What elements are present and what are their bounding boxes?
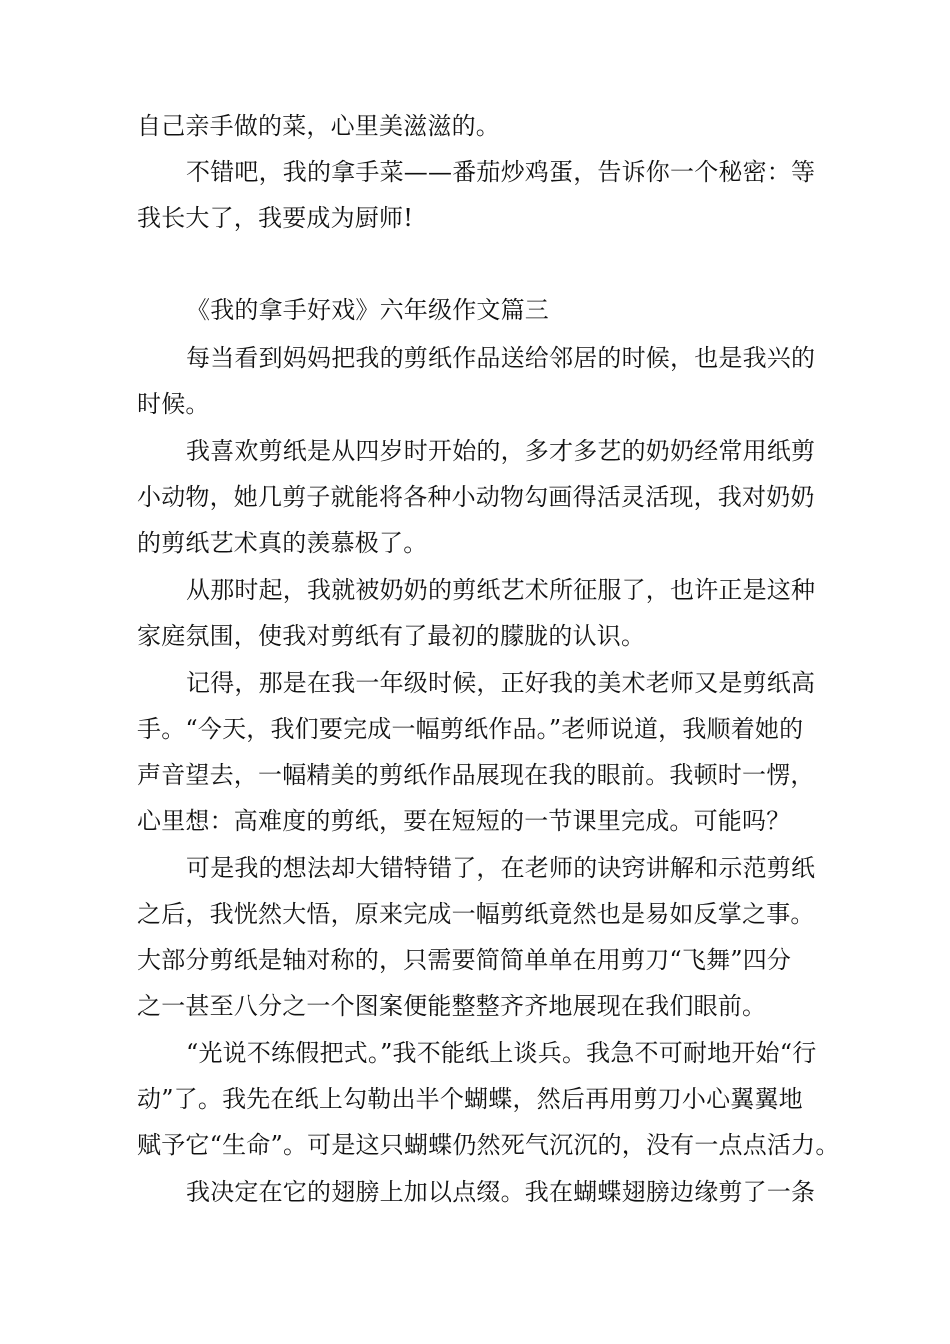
- paragraph-first-line: 记得，那是在我一年级时候，正好我的美术老师又是剪纸高: [186, 669, 816, 697]
- text-line: 心里想：高难度的剪纸，要在短短的一节课里完成。可能吗？: [137, 807, 791, 835]
- text-line: 家庭氛围，使我对剪纸有了最初的朦胧的认识。: [137, 622, 646, 650]
- paragraph-first-line: 从那时起，我就被奶奶的剪纸艺术所征服了，也许正是这种: [186, 576, 816, 604]
- paragraph-first-line: 每当看到妈妈把我的剪纸作品送给邻居的时候，也是我兴的: [186, 344, 816, 372]
- text-line: 我长大了，我要成为厨师!: [137, 204, 414, 232]
- paragraph-first-line: “光说不练假把式。”我不能纸上谈兵。我急不可耐地开始“行: [186, 1039, 817, 1067]
- text-line: 声音望去，一幅精美的剪纸作品展现在我的眼前。我顿时一愣，: [137, 761, 815, 789]
- text-line: 赋予它“生命”。可是这只蝴蝶仍然死气沉沉的，没有一点点活力。: [137, 1131, 840, 1159]
- text-line: 时候。: [137, 390, 210, 418]
- text-line: 大部分剪纸是轴对称的，只需要简简单单在用剪刀“飞舞”四分: [137, 946, 792, 974]
- text-line: 手。“今天，我们要完成一幅剪纸作品。”老师说道，我顺着她的: [137, 715, 804, 743]
- text-line: 动”了。我先在纸上勾勒出半个蝴蝶，然后再用剪刀小心翼翼地: [137, 1085, 803, 1113]
- text-line: 的剪纸艺术真的羡慕极了。: [137, 529, 428, 557]
- paragraph-first-line: 我决定在它的翅膀上加以点缀。我在蝴蝶翅膀边缘剪了一条: [186, 1178, 816, 1206]
- paragraph-first-line: 可是我的想法却大错特错了，在老师的诀窍讲解和示范剪纸: [186, 854, 816, 882]
- section-title: 《我的拿手好戏》六年级作文篇三: [186, 296, 549, 324]
- text-line: 之一甚至八分之一个图案便能整整齐齐地展现在我们眼前。: [137, 992, 767, 1020]
- paragraph-first-line: 我喜欢剪纸是从四岁时开始的，多才多艺的奶奶经常用纸剪: [186, 437, 816, 465]
- paragraph-first-line: 不错吧，我的拿手菜——番茄炒鸡蛋，告诉你一个秘密：等: [186, 158, 816, 186]
- text-line: 之后，我恍然大悟，原来完成一幅剪纸竟然也是易如反掌之事。: [137, 900, 815, 928]
- text-line: 小动物，她几剪子就能将各种小动物勾画得活灵活现，我对奶奶: [137, 483, 815, 511]
- text-line: 自己亲手做的菜，心里美滋滋的。: [137, 112, 500, 140]
